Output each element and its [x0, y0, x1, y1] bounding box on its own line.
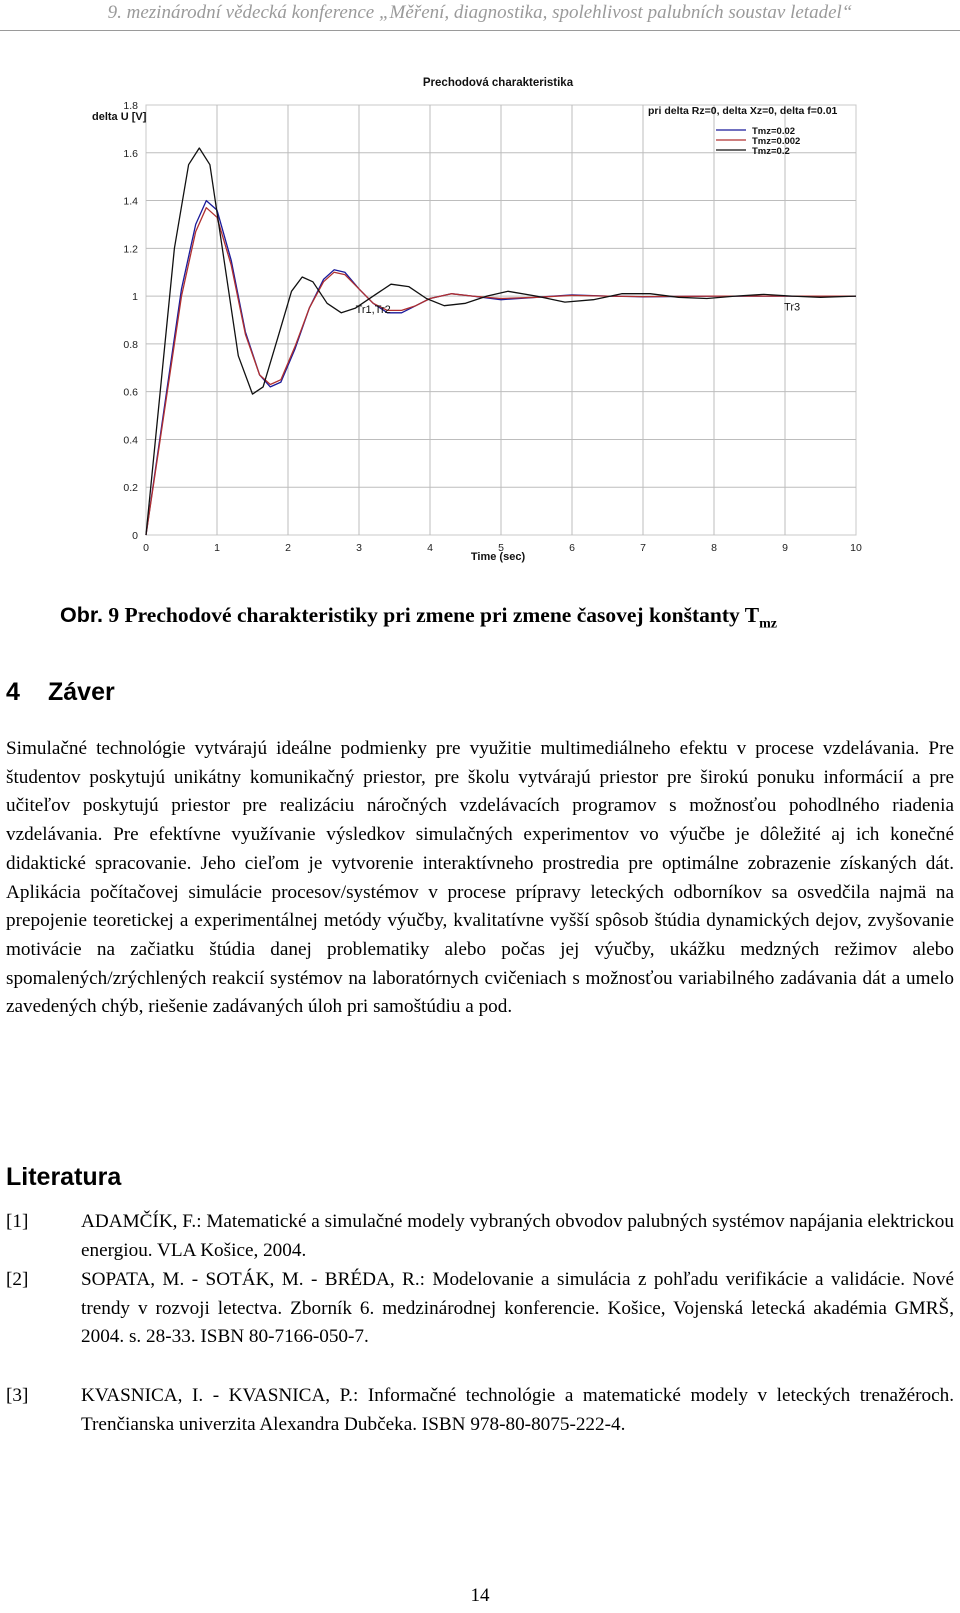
x-tick-label: 10: [850, 542, 862, 554]
y-tick-label: 1.2: [123, 243, 138, 256]
x-tick-label: 9: [782, 542, 788, 554]
plot-annotation: Tr3: [784, 301, 801, 314]
y-tick-label: 1.8: [123, 100, 138, 112]
x-tick-label: 8: [711, 542, 717, 554]
caption-text: 9 Prechodové charakteristiky pri zmene pri zmene časovej konštanty T: [103, 603, 760, 627]
step-response-chart: [0, 60, 960, 580]
figure-caption: [60, 603, 777, 632]
reference-item: [6, 1382, 954, 1439]
y-tick-label: 0.4: [123, 434, 138, 447]
x-axis-label: Time (sec): [470, 551, 526, 563]
reference-text: ADAMČÍK, F.: Matematické a simulačné modely vybraných obvodov palubných systémov napájania elektrickou energiou. VLA Košice, 2004.: [81, 1211, 954, 1261]
reference-number: [2]: [6, 1269, 29, 1290]
y-tick-label: 0.6: [123, 386, 138, 399]
caption-label: Obr.: [60, 603, 104, 627]
legend-label: Tmz=0.002: [752, 136, 801, 147]
reference-text: KVASNICA, I. - KVASNICA, P.: Informačné technológie a matematické modely v leteckých trenažéroch. Trenčianska univerzita Alexandra Dubčeka. ISBN 978-80-8075-222-4.: [81, 1385, 954, 1435]
reference-number: [3]: [6, 1385, 29, 1406]
chart-title: Prechodová charakteristika: [422, 77, 574, 89]
x-tick-label: 3: [356, 542, 362, 554]
reference-item: [6, 1208, 954, 1265]
section-title: Záver: [48, 678, 115, 706]
section-heading: [6, 678, 115, 707]
reference-number: [1]: [6, 1211, 29, 1232]
y-tick-label: 0.2: [123, 482, 138, 495]
x-tick-label: 1: [214, 542, 220, 554]
y-tick-label: 1.6: [123, 147, 138, 160]
header-rule: [0, 30, 960, 31]
reference-item: [6, 1266, 954, 1352]
x-tick-label: 6: [569, 542, 575, 554]
literature-heading: Literatura: [6, 1163, 122, 1191]
page-number: 14: [470, 1585, 490, 1606]
y-tick-label: 1.4: [123, 195, 138, 208]
chart-condition-note: pri delta Rz=0, delta Xz=0, delta f=0.01: [648, 105, 838, 117]
plot-annotation: Tr1,Tr2: [355, 303, 391, 316]
x-tick-label: 5: [498, 542, 504, 554]
x-tick-label: 7: [640, 542, 646, 554]
section-number: 4: [6, 678, 20, 706]
x-tick-label: 0: [143, 542, 149, 554]
y-tick-label: 0.8: [123, 338, 138, 351]
running-header: 9. mezinárodní vědecká konference „Měření, diagnostika, spolehlivost palubních soustav letadel“: [107, 2, 853, 23]
y-tick-label: 1: [132, 291, 138, 304]
legend-label: Tmz=0.02: [752, 126, 796, 137]
conclusion-paragraph: Simulačné technológie vytvárajú ideálne podmienky pre využitie multimediálneho efektu v procese vzdelávania. Pre študentov poskytujú unikátny komunikačný priestor, pre školu vytvárajú priestor pre širokú ponuku informácií a pre učiteľov poskytujú priestor pre realizáciu náročných vzdelávacích programov s možnosťou pohodlného riadenia vzdelávania. Pre efektívne využívanie výsledkov simulačných experimentov vo výučbe je dôležité aj ich konečné didaktické spracovanie. Jeho cieľom je vytvorenie interaktívneho prostredia pre optimálne zobrazenie získaných dát. Aplikácia počítačovej simulácie procesov/systémov v procese prípravy leteckých odborníkov sa osvedčila najmä na prepojenie teoretickej a experimentálnej metódy výučby, kvalitatívne vyšší spôsob štúdia dynamických dejov, zvyšovanie motivácie na začiatku štúdia danej problematiky alebo počas jej výučby, ukážku medzných režimov alebo spomalených/zrýchlených reakcií systémov na laboratórnych cvičeniach s možnosťou variabilného zadávania dát a umelo zavedených chýb, riešenie zadávaných úloh pri samoštúdiu a pod.: [6, 738, 954, 1018]
reference-text: SOPATA, M. - SOTÁK, M. - BRÉDA, R.: Modelovanie a simulácia z pohľadu verifikácie a validácie. Nové trendy v rozvoji letectva. Zborník 6. medzinárodnej konferencie. Košice, Vojenská letecká akadémia GMRŠ, 2004. s. 28-33. ISBN 80-7166-050-7.: [81, 1269, 954, 1348]
y-tick-label: 0: [132, 530, 138, 542]
y-axis-label: delta U [V]: [92, 111, 147, 123]
x-tick-label: 4: [427, 542, 433, 554]
caption-subscript: mz: [759, 616, 777, 632]
legend-label: Tmz=0.2: [752, 146, 790, 157]
x-tick-label: 2: [285, 542, 291, 554]
